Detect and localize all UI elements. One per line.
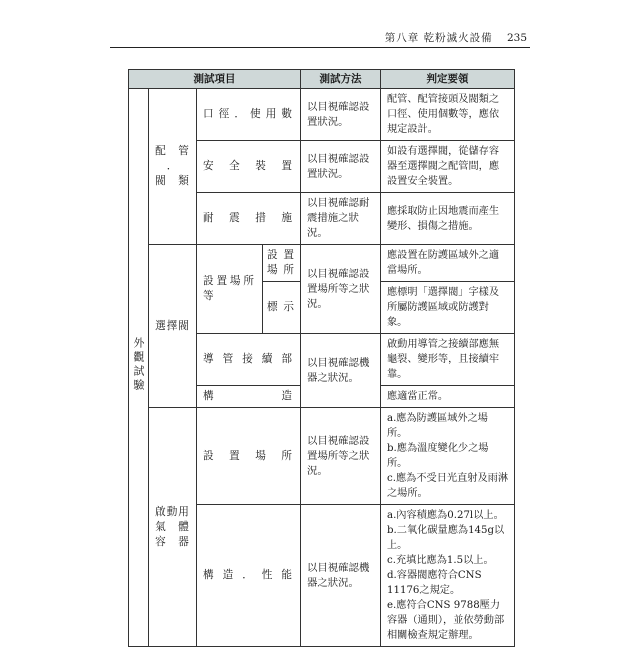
criteria-cell: 啟動用導管之接續部應無龜裂、變形等，且接續牢靠。	[381, 334, 515, 386]
group-valve-label: 選擇閥	[149, 245, 197, 408]
criteria-line: c.應為不受日光直射及雨淋之場所。	[387, 473, 509, 499]
criteria-line: c.充填比應為1.5以上。	[387, 555, 494, 566]
criteria-line: b.應為溫度變化少之場所。	[387, 443, 489, 469]
header-rule	[110, 47, 530, 48]
item-cell: 構造．性能	[197, 505, 301, 647]
item-cell: 設置場所	[197, 408, 301, 505]
table-header-row	[129, 70, 515, 89]
section-label-text: 外觀試驗	[132, 337, 145, 393]
table-row	[129, 408, 515, 505]
group-gas-label: 啟動用 氣 體 容 器	[149, 408, 197, 647]
item-cell: 耐震措施	[197, 193, 301, 245]
criteria-cell: 應設置在防護區域外之適當場所。	[381, 245, 515, 282]
criteria-cell: 應標明「選擇閥」字樣及所屬防護區域或防護對象。	[381, 282, 515, 334]
table-row	[129, 89, 515, 141]
criteria-line: e.應符合CNS 9788壓力容器（通則），並依勞動部相關檢查規定辦理。	[387, 600, 505, 641]
method-cell: 以目視確認設置狀況。	[301, 89, 381, 141]
item-cell: 口徑．使用數	[197, 89, 301, 141]
method-cell: 以目視確認設置場所等之狀況。	[301, 408, 381, 505]
method-cell: 以目視確認機器之狀況。	[301, 505, 381, 647]
chapter-title: 第八章 乾粉滅火設備	[384, 32, 493, 44]
criteria-cell: 應採取防止因地震而產生變形、損傷之措施。	[381, 193, 515, 245]
criteria-cell: 配管、配管接頭及閥類之口徑、使用個數等，應依規定設計。	[381, 89, 515, 141]
method-cell: 以目視確認耐震措施之狀況。	[301, 193, 381, 245]
table-row	[129, 245, 515, 282]
criteria-line: b.二氧化碳量應為145g以上。	[387, 525, 505, 551]
criteria-cell	[381, 505, 515, 647]
sub-item-cell: 標示	[263, 282, 301, 334]
method-cell: 以目視確認設置狀況。	[301, 141, 381, 193]
item-cell: 構造	[197, 386, 301, 408]
criteria-line: a.應為防護區域外之場所。	[387, 413, 488, 439]
criteria-line: d.容器閥應符合CNS 11176之規定。	[387, 570, 482, 596]
method-cell: 以目視確認機器之狀況。	[301, 334, 381, 408]
group-piping-label: 配 管 ． 閥 類	[149, 89, 197, 245]
item-cell: 導管接續部	[197, 334, 301, 386]
header-test-method: 測試方法	[301, 70, 381, 89]
item-cell: 設置場所等	[197, 245, 263, 334]
criteria-cell: 如設有選擇閥，從儲存容器至選擇閥之配管間，應設置安全裝置。	[381, 141, 515, 193]
criteria-cell	[381, 408, 515, 505]
item-cell: 安全裝置	[197, 141, 301, 193]
header-criteria: 判定要領	[381, 70, 515, 89]
criteria-cell: 應適當正常。	[381, 386, 515, 408]
inspection-table	[128, 69, 515, 647]
header-test-item: 測試項目	[129, 70, 301, 89]
section-label	[129, 89, 149, 647]
page-number: 235	[506, 32, 527, 44]
criteria-line: a.內容積應為0.27l以上。	[387, 510, 504, 521]
sub-item-cell: 設置場所	[263, 245, 301, 282]
running-header	[385, 30, 527, 45]
method-cell: 以目視確認設置場所等之狀況。	[301, 245, 381, 334]
